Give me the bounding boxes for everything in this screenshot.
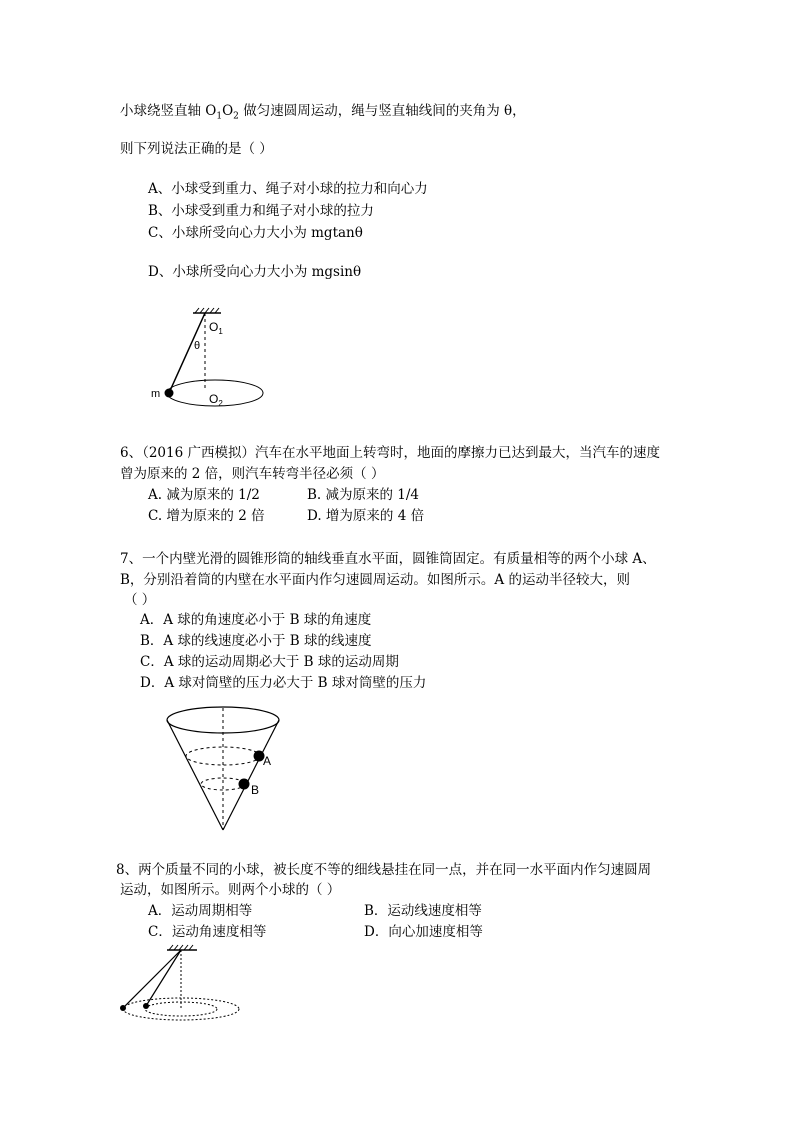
q6-stem-line1: 6、（2016 广西模拟）汽车在水平地面上转弯时，地面的摩擦力已达到最大，当汽车的速度 <box>120 445 660 461</box>
q5-option-d: D、小球所受向心力大小为 mgsinθ <box>148 264 362 280</box>
label-a: A <box>263 754 272 768</box>
q5-option-c: C、小球所受向心力大小为 mgtanθ <box>148 225 363 241</box>
orbit-outer <box>123 998 239 1020</box>
ball <box>165 389 174 398</box>
q6-option-d: D. 增为原来的 4 倍 <box>307 508 425 524</box>
q7-option-c: C．A 球的运动周期必大于 B 球的运动周期 <box>140 654 399 670</box>
q6-stem-line2: 曾为原来的 2 倍，则汽车转弯半径必须（ ） <box>120 466 385 482</box>
cone-right-wall <box>223 720 279 830</box>
q8-stem-line1: 8、两个质量不同的小球，被长度不等的细线悬挂在同一点，并在同一水平面内作匀速圆周 <box>116 862 652 878</box>
label-o1: $O_1$ <box>209 320 223 336</box>
q6-option-a: A. 减为原来的 1/2 <box>148 487 260 503</box>
q8-option-c: C．运动角速度相等 <box>148 924 267 940</box>
q5-option-b: B、小球受到重力和绳子对小球的拉力 <box>148 203 374 219</box>
q7-stem-line1: 7、一个内壁光滑的圆锥形筒的轴线垂直水平面，圆锥筒固定。有质量相等的两个小球 A、 <box>120 551 656 567</box>
q6-option-b: B. 减为原来的 1/4 <box>307 487 420 503</box>
ceiling-mount <box>193 308 221 313</box>
q5-stem-line1: 小球绕竖直轴 $O_1O_2$ 做匀速圆周运动，绳与竖直轴线间的夹角为 θ， <box>120 103 526 122</box>
q7-option-a: A．A 球的角速度必小于 B 球的角速度 <box>140 612 372 628</box>
q8-option-a: A．运动周期相等 <box>148 903 253 919</box>
ball-outer <box>120 1005 126 1011</box>
q7-option-b: B．A 球的线速度必小于 B 球的线速度 <box>140 633 372 649</box>
q7-stem-line3: （ ） <box>124 592 156 608</box>
label-theta: θ <box>194 340 201 352</box>
q6-option-c: C. 增为原来的 2 倍 <box>148 508 265 524</box>
orbit-inner <box>145 1002 217 1016</box>
q5-stem-line2: 则下列说法正确的是（ ） <box>120 141 273 157</box>
q7-figure <box>160 700 300 835</box>
q8-option-d: D．向心加速度相等 <box>364 924 483 940</box>
q5-option-a: A、小球受到重力、绳子对小球的拉力和向心力 <box>148 181 428 197</box>
label-b: B <box>251 783 260 797</box>
cone-left-wall <box>167 720 223 830</box>
q7-option-d: D．A 球对筒壁的压力必大于 B 球对筒壁的压力 <box>140 675 427 691</box>
ceiling-mount <box>167 945 197 950</box>
q8-option-b: B．运动线速度相等 <box>364 903 482 919</box>
ball-inner <box>143 1003 149 1009</box>
ball-b <box>239 779 250 790</box>
q8-figure <box>115 940 245 1025</box>
q5-figure <box>145 305 275 415</box>
q7-stem-line2: B，分别沿着筒的内壁在水平面内作匀速圆周运动。如图所示。A 的运动半径较大，则 <box>120 572 630 588</box>
label-o2: $O_2$ <box>209 392 223 408</box>
label-m: m <box>151 388 161 400</box>
q8-stem-line2: 运动，如图所示。则两个小球的（ ） <box>120 882 341 898</box>
